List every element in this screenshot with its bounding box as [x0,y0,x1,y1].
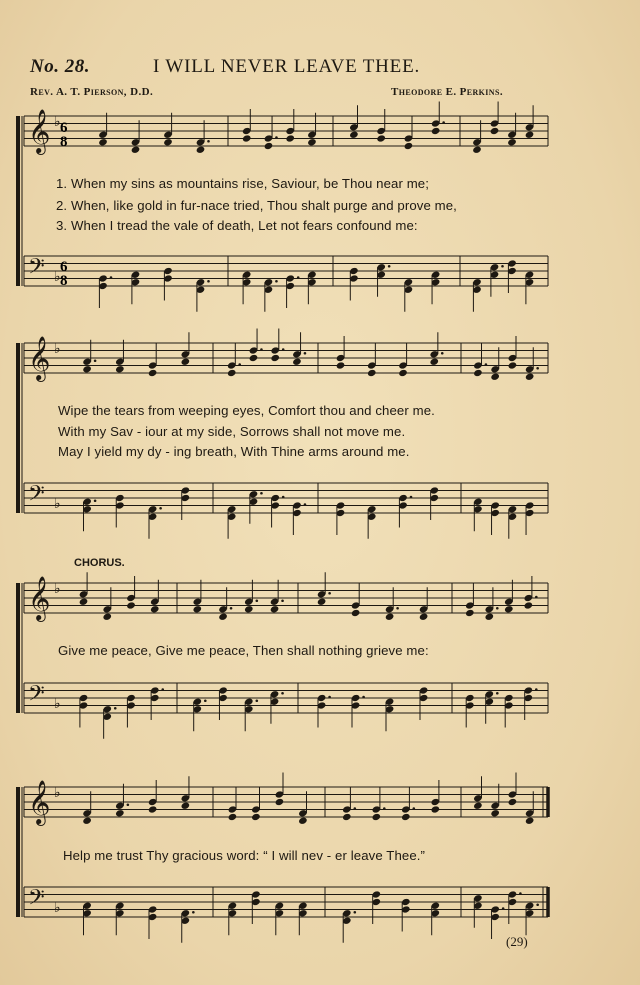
flat-sign-icon: ♭ [54,784,61,801]
dot [354,807,357,810]
note-head [82,817,92,825]
bass-clef-icon: 𝄢 [28,481,45,512]
dot [535,596,538,599]
dot [535,688,538,691]
lyric-line: 1. When my sins as mountains rise, Saviour, be Thou near me; [56,176,429,191]
lyric-line: Help me trust Thy gracious word: “ I will nev - er leave Thee.” [63,848,426,863]
flat-sign-icon: ♭ [54,495,61,512]
bass-staff [24,886,548,918]
dot [501,265,504,268]
treble-clef-icon: 𝄞 [28,576,51,620]
note-head [298,817,308,825]
composer-credit: Theodore E. Perkins. [391,86,503,98]
note-head [431,127,441,135]
dot [281,599,284,602]
note-head [490,373,500,381]
note-head [342,813,352,821]
treble-staff [24,336,548,382]
system-brace [16,583,20,713]
treble-clef-icon: 𝄞 [28,336,51,380]
dot [328,696,331,699]
note-head [251,813,261,821]
note-head [244,605,254,613]
time-signature-bass-top: 6 [60,259,68,275]
note-head [508,798,518,806]
note-head [398,369,408,377]
treble-clef-icon: 𝄞 [28,780,51,824]
note-head [372,813,382,821]
note-head [115,809,125,817]
bass-clef-icon: 𝄢 [28,254,45,285]
note-head [307,138,317,146]
dot [536,903,539,906]
note-head [270,605,280,613]
dot [282,496,285,499]
note-head [163,138,173,146]
dot [304,503,307,506]
note-head [126,601,136,609]
dot [413,807,416,810]
page-number: (29) [506,934,528,949]
note-head [524,601,534,609]
dot [281,692,284,695]
dot [110,276,113,279]
lyric-line: 3. When I tread the vale of death, Let not fears confound me: [56,218,418,233]
note-head [242,134,252,142]
note-head [264,142,274,150]
note-head [429,358,439,366]
note-head [507,138,517,146]
note-head [270,354,280,362]
dot [94,359,97,362]
dot [255,699,258,702]
note-head [98,138,108,146]
time-signature-treble-top: 6 [60,120,68,136]
note-head [285,134,295,142]
dot [207,280,210,283]
dot [496,607,499,610]
hymn-number: No. 28. [30,56,90,77]
note-head [150,605,160,613]
dot [161,688,164,691]
dot [496,692,499,695]
note-head [148,805,158,813]
dot [282,348,285,351]
system-brace [16,343,20,513]
note-head [227,369,237,377]
time-signature-treble-bottom: 8 [60,134,68,150]
dot [441,352,444,355]
dot [519,892,522,895]
note-head [485,613,495,621]
note-head [249,354,259,362]
note-head [228,813,238,821]
note-head [79,598,89,606]
note-head [102,613,112,621]
note-head [181,802,191,810]
dot [304,352,307,355]
dot [383,807,386,810]
dot [127,803,130,806]
hymn-title: I WILL NEVER LEAVE THEE. [153,56,421,77]
lyric-line: 2. When, like gold in fur-nace tried, Thou shalt purge and prove me, [56,198,457,213]
dot [297,276,300,279]
system-brace [16,787,20,917]
lyric-line: May I yield my dy - ing breath, With Thine arms around me. [58,444,410,459]
note-head [431,805,441,813]
dot [238,363,241,366]
lyric-line: Wipe the tears from weeping eyes, Comfort thou and cheer me. [58,403,435,418]
note-head [317,598,327,606]
note-head [401,813,411,821]
bass-clef-icon: 𝄢 [28,681,45,712]
note-head [473,802,483,810]
note-head [376,134,386,142]
dot [502,907,505,910]
note-head [525,131,535,139]
note-head [82,365,92,373]
dot [388,265,391,268]
dot [94,499,97,502]
dot [396,607,399,610]
note-head [148,369,158,377]
dot [410,496,413,499]
bass-staff [24,482,548,514]
treble-clef-icon: 𝄞 [28,109,51,153]
note-head [349,131,359,139]
note-head [218,613,228,621]
dot [536,367,539,370]
note-head [525,817,535,825]
note-head [419,613,429,621]
system-brace [16,116,20,286]
treble-staff [24,780,548,826]
note-head [292,358,302,366]
dot [192,911,195,914]
dot [442,121,445,124]
dot [207,140,210,143]
note-head [193,605,203,613]
note-head [181,358,191,366]
note-head [504,605,514,613]
lyric-line: Give me peace, Give me peace, Then shall nothing grieve me: [58,643,429,658]
note-head [508,361,518,369]
note-head [336,361,346,369]
note-head [404,142,414,150]
dot [485,363,488,366]
note-head [115,365,125,373]
time-signature-bass-bottom: 8 [60,273,68,289]
note-head [472,146,482,154]
dot [204,699,207,702]
note-head [473,369,483,377]
dot [362,696,365,699]
note-head [131,146,141,154]
dot [275,136,278,139]
dot [230,607,233,610]
lyricist-credit: Rev. A. T. Pierson, D.D. [30,86,154,98]
flat-sign-icon: ♭ [54,899,61,916]
lyric-line: With my Sav - iour at my side, Sorrows shall not move me. [58,424,406,439]
note-head [351,609,361,617]
dot [260,348,263,351]
flat-sign-icon: ♭ [54,340,61,357]
flat-sign-icon: ♭ [54,580,61,597]
dot [260,492,263,495]
flat-sign-icon: ♭ [54,268,61,285]
bass-clef-icon: 𝄢 [28,885,45,916]
dot [159,507,162,510]
note-head [367,369,377,377]
note-head [525,373,535,381]
dot [328,592,331,595]
chorus-label: CHORUS. [74,557,125,569]
note-head [465,609,475,617]
dot [275,280,278,283]
note-head [490,127,500,135]
dot [354,911,357,914]
flat-sign-icon: ♭ [54,113,61,130]
note-head [196,146,206,154]
dot [255,599,258,602]
flat-sign-icon: ♭ [54,695,61,712]
note-head [275,798,285,806]
note-head [385,613,395,621]
dot [114,707,117,710]
note-head [490,809,500,817]
